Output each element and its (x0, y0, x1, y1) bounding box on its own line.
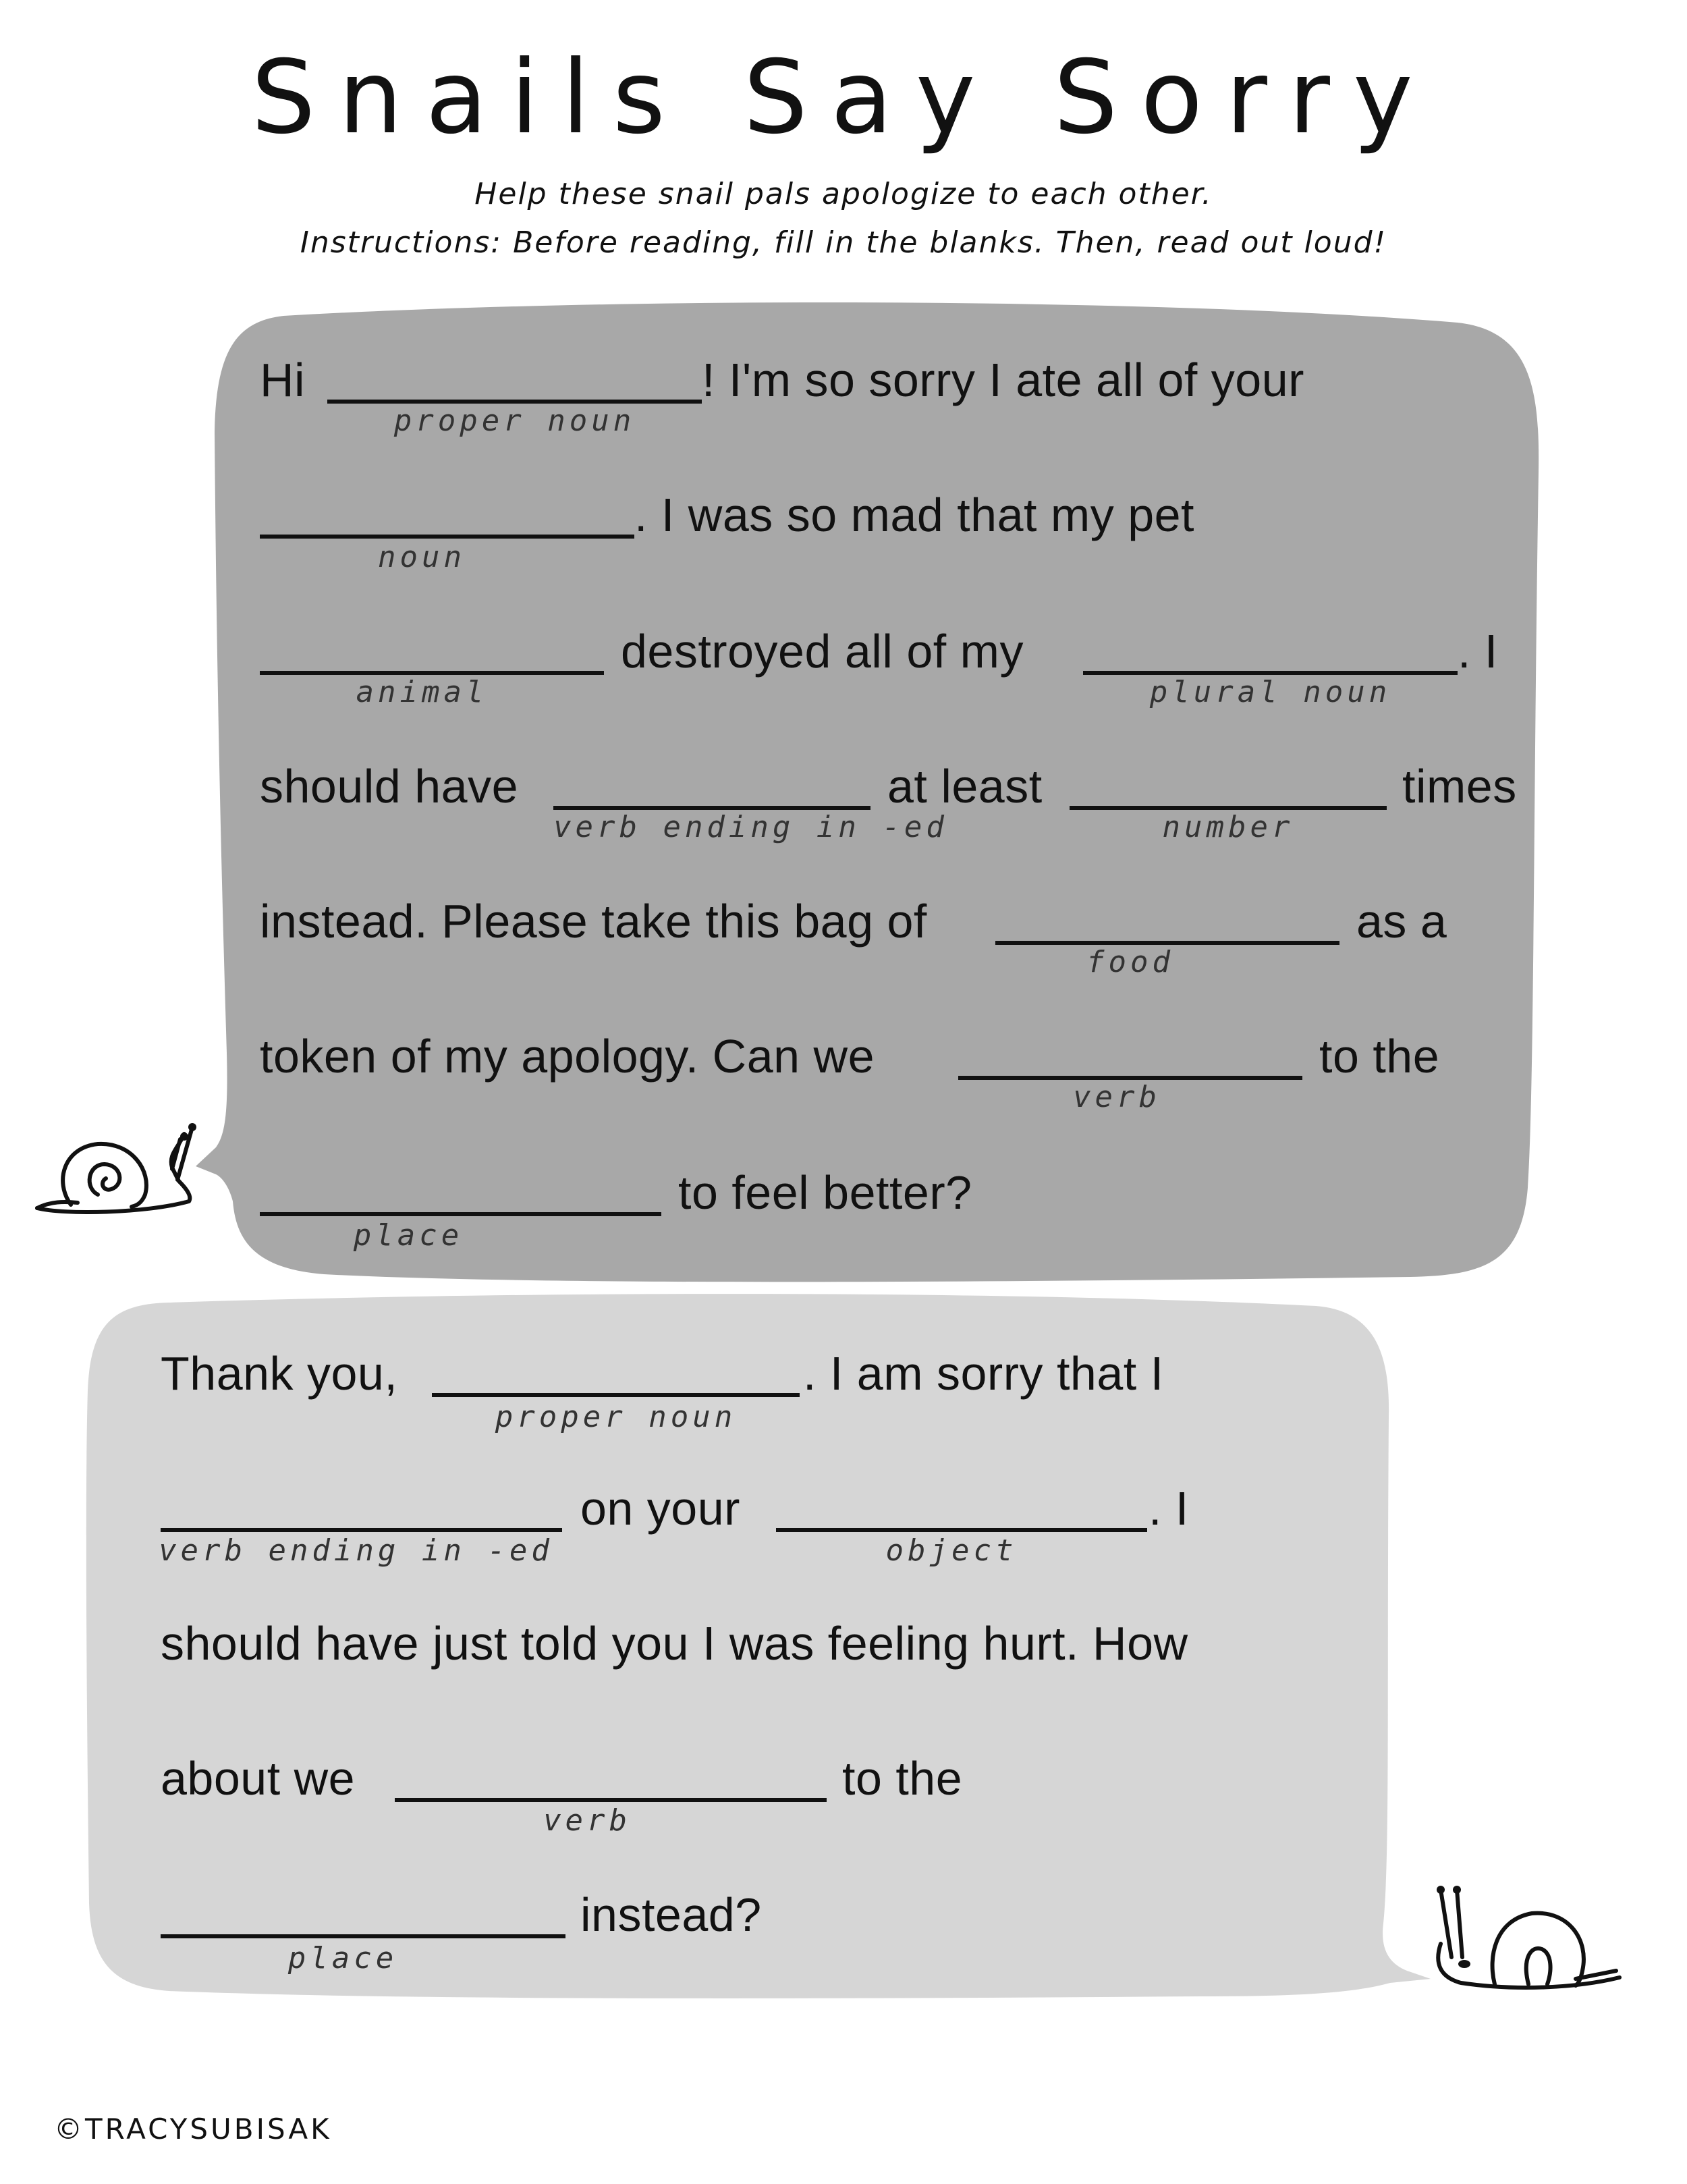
text: . I (1149, 1482, 1189, 1535)
blank-field[interactable] (161, 1528, 562, 1532)
text: to feel better? (678, 1166, 972, 1219)
text: at least (887, 760, 1043, 813)
text: . I (1458, 625, 1498, 678)
text: token of my apology. Can we (260, 1030, 875, 1083)
blank-field[interactable] (260, 1212, 661, 1216)
hint-label: verb (543, 1803, 631, 1838)
text: times (1402, 760, 1517, 813)
hint-label: object (885, 1533, 1018, 1568)
text: destroyed all of my (621, 625, 1024, 678)
text: as a (1356, 895, 1447, 948)
text: to the (842, 1752, 963, 1805)
snail-left-icon (24, 1107, 206, 1228)
hint-label: verb (1073, 1080, 1161, 1114)
text: instead? (580, 1888, 762, 1941)
text: . I was so mad that my pet (634, 489, 1194, 541)
text: should have (260, 760, 519, 813)
instructions: Instructions: Before reading, fill in the blanks. Then, read out loud! (300, 225, 1387, 260)
text: Thank you, (161, 1347, 398, 1400)
blank-field[interactable] (432, 1393, 800, 1397)
page-title: Snails Say Sorry (251, 39, 1436, 157)
text: ! I'm so sorry I ate all of your (702, 354, 1304, 406)
hint-label: proper noun (495, 1400, 737, 1434)
blank-field[interactable] (395, 1798, 827, 1802)
hint-label: place (353, 1218, 464, 1253)
subtitle: Help these snail pals apologize to each other. (474, 177, 1213, 211)
blank-field[interactable] (776, 1528, 1147, 1532)
blank-field[interactable] (260, 535, 634, 539)
hint-label: number (1162, 810, 1294, 844)
text: should have just told you I was feeling hurt. How (161, 1617, 1188, 1670)
text: on your (580, 1482, 740, 1535)
text: to the (1319, 1030, 1440, 1083)
text: instead. Please take this bag of (260, 895, 927, 948)
hint-label: noun (378, 540, 466, 574)
copyright: ©TRACYSUBISAK (54, 2112, 332, 2146)
text: about we (161, 1752, 356, 1805)
hint-label: plural noun (1149, 675, 1391, 709)
hint-label: verb ending in -ed (159, 1533, 553, 1568)
hint-label: place (287, 1941, 398, 1975)
hint-label: food (1086, 945, 1174, 979)
hint-label: verb ending in -ed (553, 810, 948, 844)
blank-field[interactable] (161, 1934, 565, 1938)
hint-label: animal (356, 675, 488, 709)
text: . I am sorry that I (803, 1347, 1164, 1400)
text: Hi (260, 354, 306, 406)
hint-label: proper noun (393, 404, 636, 438)
snail-right-icon (1414, 1869, 1630, 1998)
